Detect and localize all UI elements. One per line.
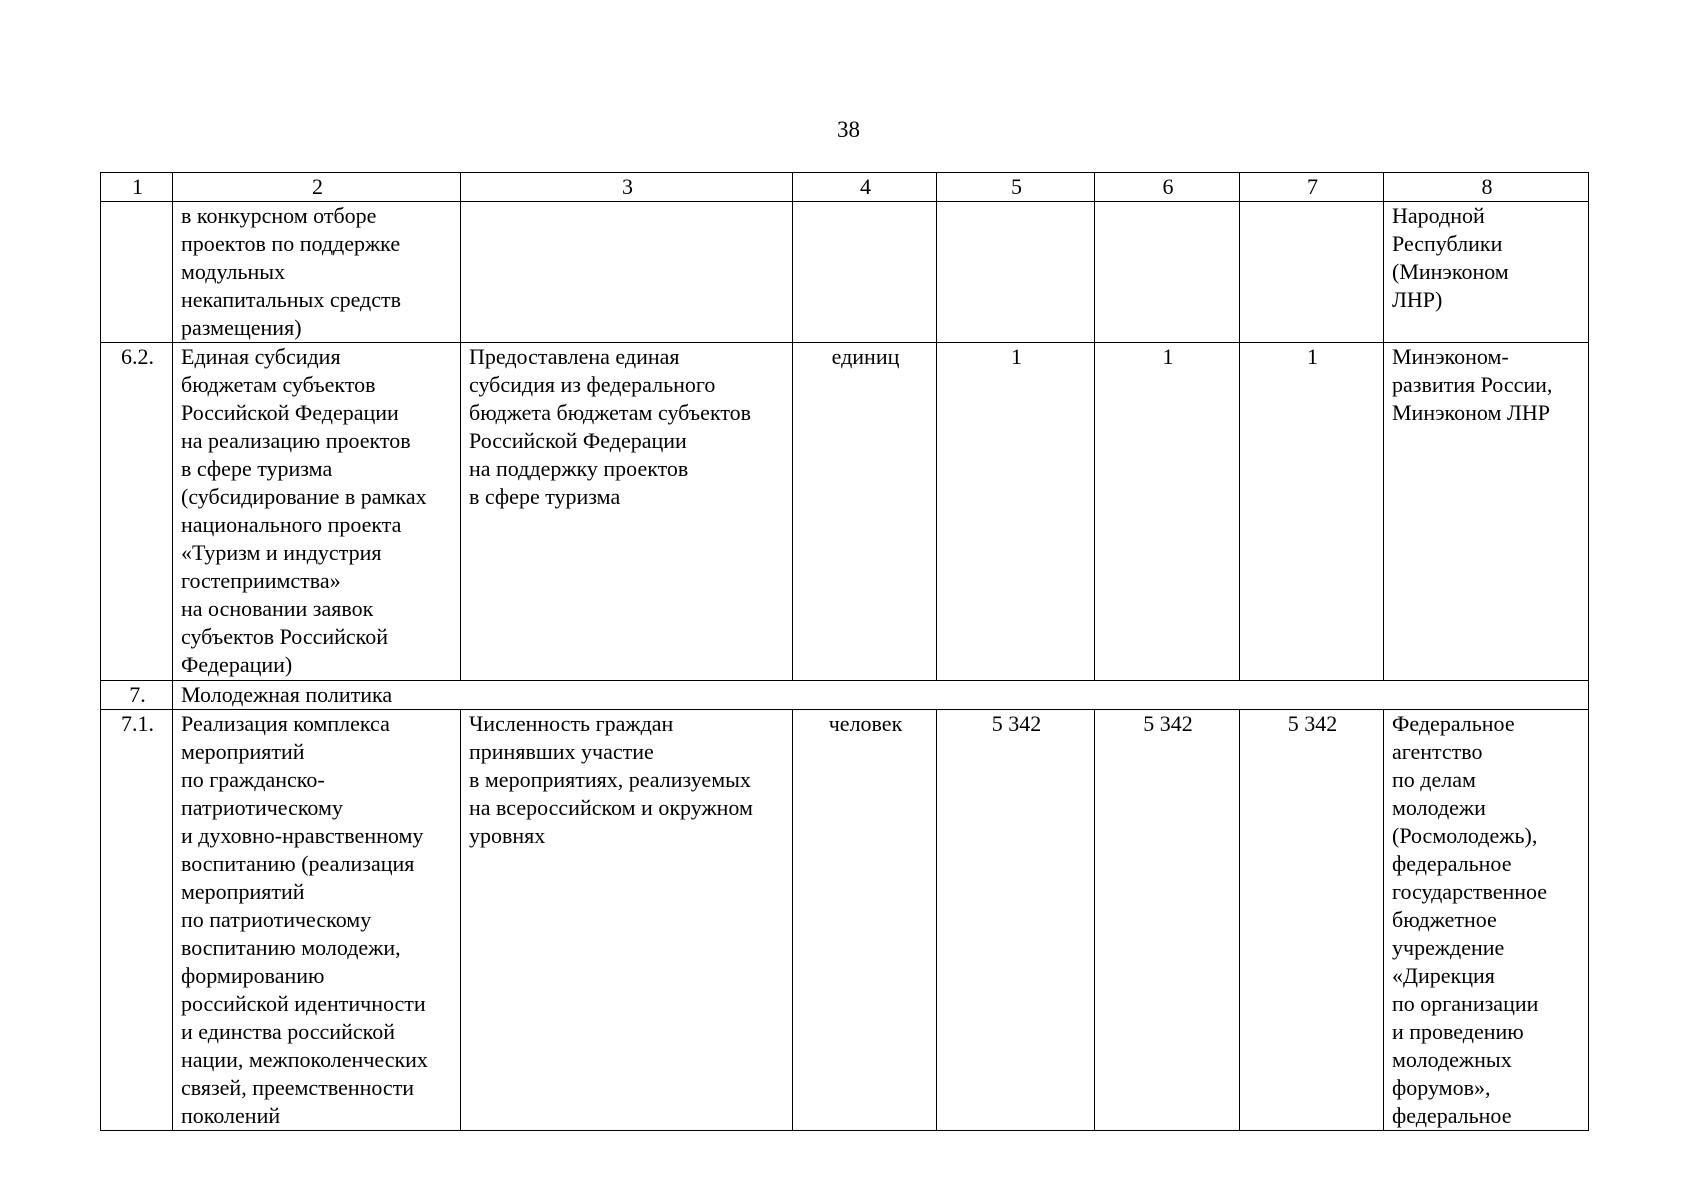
value-col-6: 5 342 (1095, 710, 1240, 1131)
column-header: 6 (1095, 173, 1240, 202)
column-header: 5 (937, 173, 1095, 202)
measure-name: Единая субсидия бюджетам субъектов Российской Федерации на реализацию проектов в сфере туризма (субсидирование в рамках национального проекта «Туризм и индустрия гостеприимства» на основании заявок субъектов Российской Федерации) (173, 343, 461, 681)
measure-unit: единиц (793, 343, 937, 681)
responsible-body: Народной Республики (Минэконом ЛНР) (1384, 202, 1589, 343)
value-col-5 (937, 202, 1095, 343)
section-row (101, 681, 1589, 710)
measure-name: в конкурсном отборе проектов по поддержке модульных некапитальных средств размещения) (173, 202, 461, 343)
table-row (101, 710, 1589, 1131)
measure-result (461, 202, 793, 343)
table-row (101, 202, 1589, 343)
row-number: 6.2. (101, 343, 173, 681)
measures-table (100, 172, 1589, 1131)
measure-result: Численность граждан принявших участие в мероприятиях, реализуемых на всероссийском и окружном уровнях (461, 710, 793, 1131)
value-col-5: 5 342 (937, 710, 1095, 1131)
measure-unit: человек (793, 710, 937, 1131)
column-header: 7 (1240, 173, 1384, 202)
row-number (101, 202, 173, 343)
value-col-6: 1 (1095, 343, 1240, 681)
page-number: 38 (837, 117, 860, 142)
table-row (101, 343, 1589, 681)
column-header: 2 (173, 173, 461, 202)
table-header-row (101, 173, 1589, 202)
measure-name: Реализация комплекса мероприятий по гражданско- патриотическому и духовно-нравственному воспитанию (реализация мероприятий по патриотическому воспитанию молодежи, формированию российской идентичности и единства российской нации, межпоколенческих связей, преемственности поколений (173, 710, 461, 1131)
measure-unit (793, 202, 937, 343)
value-col-7 (1240, 202, 1384, 343)
value-col-7: 5 342 (1240, 710, 1384, 1131)
responsible-body: Минэконом- развития России, Минэконом ЛНР (1384, 343, 1589, 681)
section-title: Молодежная политика (173, 681, 1589, 710)
column-header: 3 (461, 173, 793, 202)
column-header: 8 (1384, 173, 1589, 202)
column-header: 4 (793, 173, 937, 202)
value-col-6 (1095, 202, 1240, 343)
row-number: 7.1. (101, 710, 173, 1131)
value-col-7: 1 (1240, 343, 1384, 681)
measure-result: Предоставлена единая субсидия из федерального бюджета бюджетам субъектов Российской Федерации на поддержку проектов в сфере туризма (461, 343, 793, 681)
section-number: 7. (101, 681, 173, 710)
responsible-body: Федеральное агентство по делам молодежи (Росмолодежь), федеральное государственное бюджетное учреждение «Дирекция по организации и проведению молодежных форумов», федеральное (1384, 710, 1589, 1131)
value-col-5: 1 (937, 343, 1095, 681)
column-header: 1 (101, 173, 173, 202)
